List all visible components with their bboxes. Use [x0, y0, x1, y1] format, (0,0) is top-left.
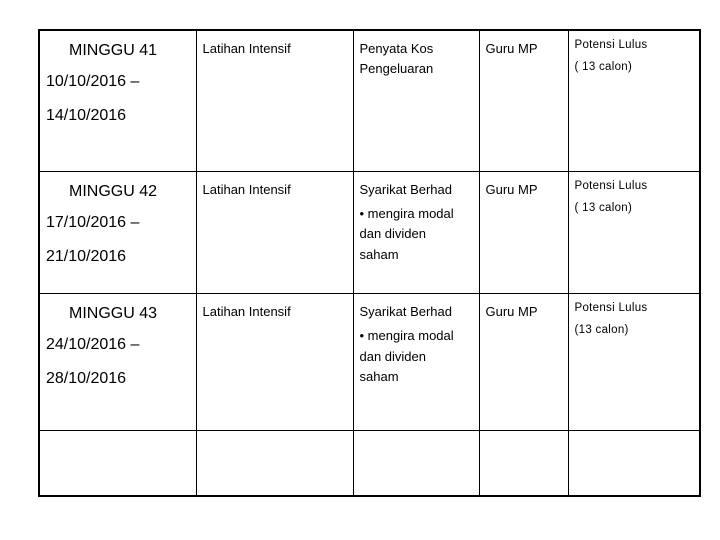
week-cell — [39, 294, 196, 431]
activity-label: Latihan Intensif — [202, 181, 291, 197]
teacher-label: Guru MP — [485, 41, 538, 56]
week-cell — [39, 171, 196, 294]
week-dates: 17/10/2016 – 21/10/2016 — [46, 213, 140, 265]
target-label: Potensi Lulus — [574, 39, 648, 51]
empty-cell — [39, 430, 196, 496]
table-row — [39, 171, 700, 294]
activity-cell — [196, 171, 353, 294]
table-row — [39, 294, 700, 431]
week-title: MINGGU 43 — [69, 305, 158, 323]
week-dates: 10/10/2016 – 14/10/2016 — [46, 73, 140, 124]
teacher-cell — [479, 294, 568, 431]
teacher-label: Guru MP — [485, 181, 538, 197]
week-title: MINGGU 41 — [69, 42, 158, 59]
teacher-cell — [479, 30, 568, 171]
teacher-cell — [479, 171, 568, 294]
target-cell — [568, 30, 700, 171]
teacher-label: Guru MP — [485, 304, 538, 320]
topic-label: Penyata Kos Pengeluaran — [359, 41, 434, 76]
empty-cell — [479, 430, 568, 496]
week-title: MINGGU 42 — [69, 182, 158, 200]
week-cell — [39, 30, 196, 171]
target-label: Potensi Lulus — [574, 179, 648, 192]
target-label: Potensi Lulus — [574, 302, 648, 315]
week-dates: 24/10/2016 – 28/10/2016 — [46, 336, 140, 388]
empty-table-row — [39, 430, 700, 496]
schedule-table — [38, 29, 701, 497]
empty-cell — [568, 430, 700, 496]
activity-cell — [196, 294, 353, 431]
topic-cell — [353, 30, 479, 171]
empty-cell — [353, 430, 479, 496]
topic-label: Syarikat Berhad — [359, 181, 452, 197]
table-row — [39, 30, 700, 171]
candidate-count: ( 13 calon) — [574, 201, 633, 214]
candidate-count: ( 13 calon) — [574, 61, 633, 73]
activity-cell — [196, 30, 353, 171]
empty-cell — [196, 430, 353, 496]
topic-label: Syarikat Berhad — [359, 304, 452, 320]
target-cell — [568, 294, 700, 431]
topic-cell — [353, 294, 479, 431]
activity-label: Latihan Intensif — [202, 41, 291, 56]
activity-label: Latihan Intensif — [202, 304, 291, 320]
topic-cell — [353, 171, 479, 294]
target-cell — [568, 171, 700, 294]
candidate-count: (13 calon) — [574, 324, 629, 337]
topic-detail: • mengira modal dan dividen saham — [359, 205, 454, 262]
topic-detail: • mengira modal dan dividen saham — [359, 328, 454, 385]
